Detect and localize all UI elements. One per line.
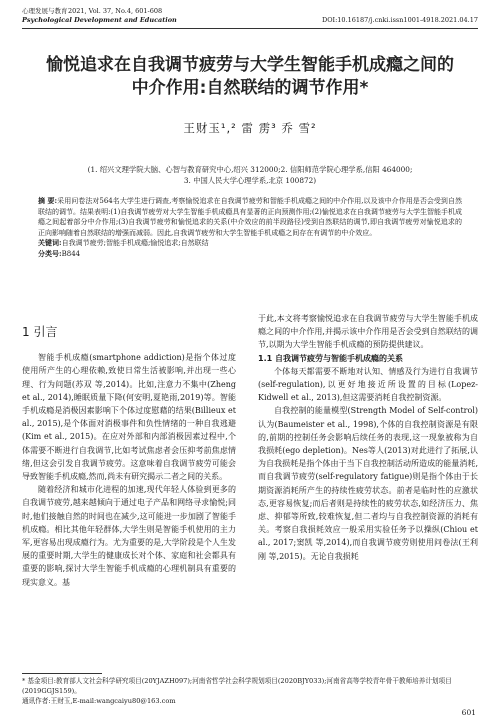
article-title bbox=[22, 54, 478, 100]
authors: 王财玉¹,² 雷 雳³ 乔 雪² bbox=[183, 121, 317, 135]
journal-name-en: Psychological Development and Education bbox=[22, 16, 177, 24]
header-rule bbox=[22, 28, 478, 29]
left-column bbox=[22, 312, 236, 589]
footnote bbox=[22, 676, 478, 706]
footnote-rule bbox=[22, 673, 102, 674]
affiliation-line-1: (1. 绍兴文理学院大脑、心智与教育研究中心,绍兴 312000;2. 信阳师范学院心理学系,信阳 464000; bbox=[87, 165, 413, 174]
keywords-text: 自我调节疲劳;智能手机成瘾;愉悦追求;自然联结 bbox=[61, 239, 209, 248]
title-line-2: 中介作用:自然联结的调节作用* bbox=[131, 78, 369, 98]
left-paragraph-1: 智能手机成瘾(smartphone addiction)是指个体过度使用所产生的心理依赖,致使日常生活被影响,并出现一些心理、行为问题(苏双 等,2014)。比如,注意力不集中(Zheng et al., 2014),睡眠质量下降(何安明,夏艳雨,2019)等。智能手机成瘾是消极因素影响下个体过度慰藉的结果(Billieux et al., 2015),是个体面对消极事件和负性情绪的一种自我逃避(Kim et al., 2015)。在应对外部和内部消极因素过程中,个体需要不断进行自我调节,比如考试焦虑者会压抑考前焦虑情绪,但这会引发自我调节疲劳。这意味着自我调节疲劳可能会导致智能手机成瘾,然而,尚未有研究揭示二者之间的关系。 bbox=[22, 353, 236, 482]
corresponding-author: 通讯作者:王财玉,E-mail:wangcaiyu80@163.com bbox=[22, 697, 176, 705]
right-paragraph-2: 个体每天都需要不断地对认知、情感及行为进行自我调节(self-regulation),以更好地接近所设置的目标(Lopez-Kidwell et al., 2013),但这需要消耗自我控制资源。 bbox=[258, 366, 478, 403]
journal-name-cn: 心理发展与教育 bbox=[22, 7, 68, 15]
abstract-block bbox=[38, 196, 462, 260]
issue-info: 2021, Vol. 37, No.4, 601-608 bbox=[68, 7, 163, 15]
section-1-title: 1 引言 bbox=[22, 325, 58, 339]
right-paragraph-3: 自我控制的能量模型(Strength Model of Self-control)认为(Baumeister et al., 1998),个体的自我控制资源是有限的,前期的控制任务会影响后续任务的表现,这一现象被称为自我损耗(ego depletion)。Nes等人(2013)对此进行了拓展,认为自我损耗是指个体由于当下自我控制活动所造成的能量消耗,而自我调节疲劳(self-regulatory fatigue)则是指个体由于长期资源消耗所产生的持续性疲劳状态。前者是临时性的应激状态,更容易恢复;而后者则是持续性的疲劳状态,如经济压力、焦虑、抑郁等所致,较难恢复,但二者均与自我控制资源的消耗有关。考察自我损耗效应一般采用实验任务予以操纵(Chiou et al., 2017;窦凯 等,2014),而自我调节疲劳则使用问卷法(王利刚 等,2015)。无论自我损耗 bbox=[258, 406, 478, 561]
right-column bbox=[258, 312, 478, 563]
left-paragraph-2: 随着经济和城市化进程的加速,现代年轻人体验到更多的自我调节疲劳,越来越倾向于通过电子产品和网络寻求愉悦;同时,他们接触自然的时间也在减少,这可能进一步加剧了智能手机成瘾。相比其他年轻群体,大学生则是智能手机使用的主力军,更容易出现成瘾行为。尤为重要的是,大学阶段是个人生发展的重要时期,大学生的健康成长对个体、家庭和社会都具有重要的影响,探讨大学生智能手机成瘾的心理机制具有重要的现实意义。基 bbox=[22, 485, 236, 587]
clc-text: B844 bbox=[61, 249, 81, 258]
keywords-label: 关键词: bbox=[38, 238, 62, 248]
clc-label: 分类号: bbox=[38, 248, 62, 258]
title-line-1: 愉悦追求在自我调节疲劳与大学生智能手机成瘾之间的 bbox=[46, 55, 454, 75]
page-number: 601 bbox=[461, 708, 476, 717]
doi: DOI:10.16187/j.cnki.issn1001-4918.2021.04.17 bbox=[322, 16, 478, 24]
affiliation-line-2: 3. 中国人民大学心理学系,北京 100872) bbox=[183, 176, 317, 185]
subsection-1-1-title: 1.1 自我调节疲劳与智能手机成瘾的关系 bbox=[258, 353, 403, 363]
funding-note: * 基金项目:教育部人文社会科学研究项目(20YJAZH097);河南省哲学社会科学规划项目(2020BJY033);河南省高等学校青年骨干教师培养计划项目(2019GGJS159)。 bbox=[22, 677, 452, 695]
affiliations bbox=[22, 164, 478, 186]
right-paragraph-1: 于此,本文将考察愉悦追求在自我调节疲劳与大学生智能手机成瘾之间的中介作用,并揭示该中介作用是否会受到自然联结的调节,以期为大学生智能手机成瘾的预防提供建议。 bbox=[258, 314, 478, 350]
abstract-label: 摘 要: bbox=[38, 196, 58, 205]
abstract-text: 采用问卷法对564名大学生进行调查,考察愉悦追求在自我调节疲劳和智能手机成瘾之间的中介作用,以及该中介作用是否会受到自然联结的调节。结果表明:(1)自我调节疲劳对大学生智能手机成瘾具有显著的正向预测作用;(2)愉悦追求在自我调节疲劳与大学生智能手机成瘾之间起着部分中介作用;(3)自我调节疲劳和愉悦追求的关系(中介效应的前半段路径)受到自然联结的调节,即自我调节疲劳对愉悦追求的正向影响随着自然联结的增强而减弱。因此,自我调节疲劳和大学生智能手机成瘾之间存在有调节的中介效应。 bbox=[38, 197, 463, 237]
